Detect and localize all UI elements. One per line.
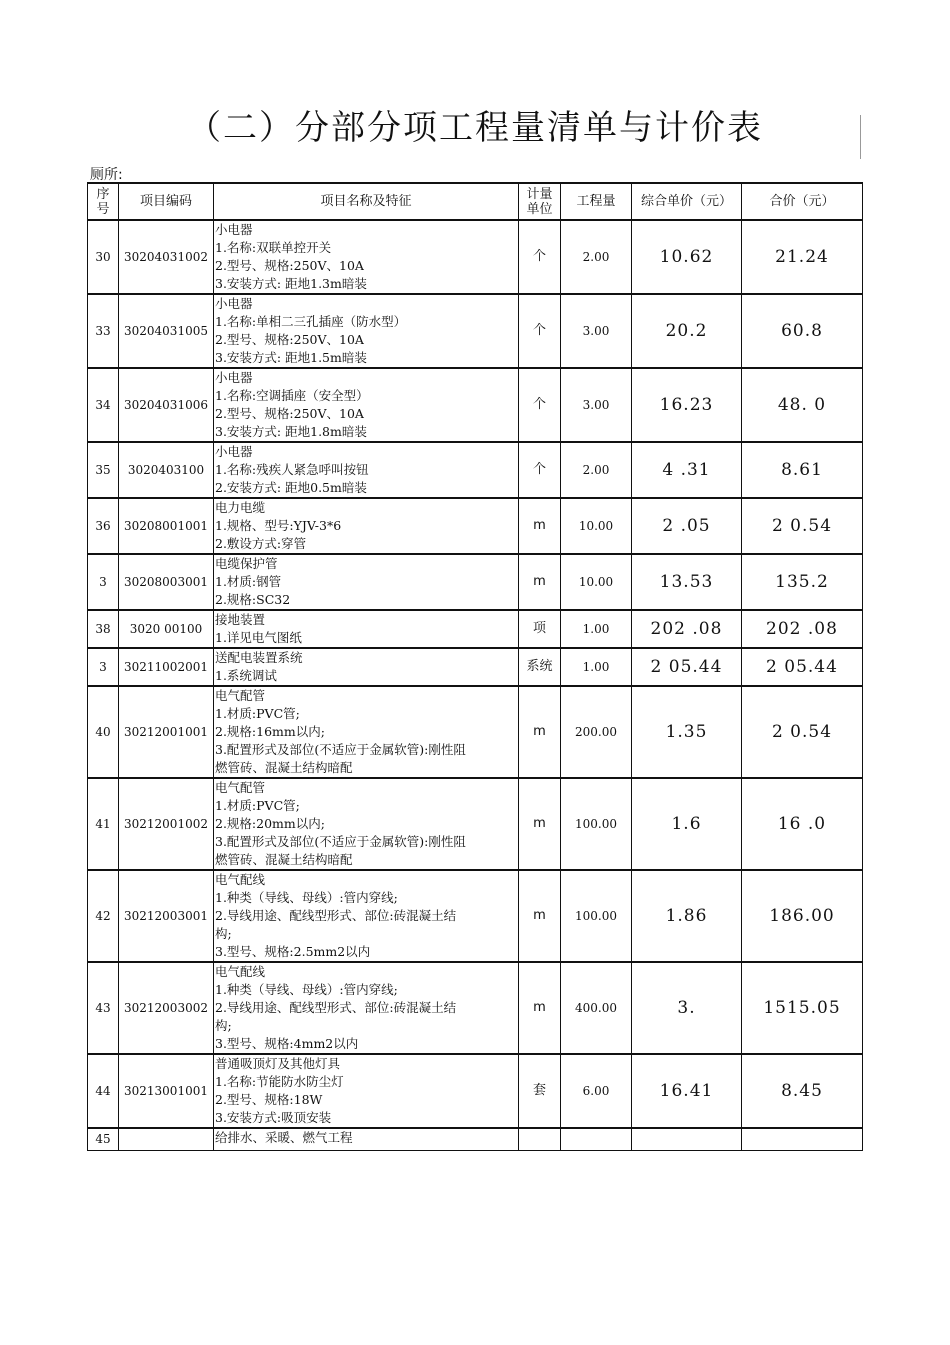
description-line: 电缆保护管 <box>215 556 278 571</box>
cell-code: 30211002001 <box>119 648 214 686</box>
cell-description <box>214 498 519 554</box>
header-seq: 序 号 <box>88 183 119 220</box>
cell-unit-price: 1.35 <box>632 686 742 778</box>
cell-unit: m <box>519 778 561 870</box>
description-line: 3.安装方式:吸顶安装 <box>215 1110 332 1125</box>
header-unit: 计量 单位 <box>519 183 561 220</box>
cell-description <box>214 554 519 610</box>
description-line: 接地装置 <box>215 612 266 627</box>
cell-code <box>119 1128 214 1150</box>
cell-description <box>214 1054 519 1128</box>
header-code: 项目编码 <box>119 183 214 220</box>
cell-unit-price <box>632 1128 742 1150</box>
cell-seq: 43 <box>88 962 119 1054</box>
cell-qty: 3.00 <box>561 294 632 368</box>
cell-qty: 2.00 <box>561 220 632 294</box>
description-line: 1.材质:PVC管; <box>215 798 300 813</box>
cell-description <box>214 442 519 498</box>
description-line: 2.型号、规格:18W <box>215 1092 323 1107</box>
description-line: 3.型号、规格:2.5mm2以内 <box>215 944 371 959</box>
cell-code: 30204031002 <box>119 220 214 294</box>
cell-unit-price: 13.53 <box>632 554 742 610</box>
cell-qty: 3.00 <box>561 368 632 442</box>
description-line: 构; <box>215 1018 232 1033</box>
description-line: 2.型号、规格:250V、10A <box>215 332 364 347</box>
cell-unit: m <box>519 498 561 554</box>
cell-code: 30204031006 <box>119 368 214 442</box>
description-line: 电气配管 <box>215 688 266 703</box>
description-line: 2.规格:SC32 <box>215 592 291 607</box>
cell-code: 30208001001 <box>119 498 214 554</box>
cell-seq: 30 <box>88 220 119 294</box>
cell-unit: 个 <box>519 220 561 294</box>
cell-total: 8.45 <box>742 1054 863 1128</box>
cell-unit: 系统 <box>519 648 561 686</box>
cell-code: 30212003001 <box>119 870 214 962</box>
cell-description <box>214 220 519 294</box>
cell-total: 202 .08 <box>742 610 863 648</box>
description-line: 小电器 <box>215 222 253 237</box>
cell-unit-price: 4 .31 <box>632 442 742 498</box>
cell-qty: 400.00 <box>561 962 632 1054</box>
table-row <box>88 1128 863 1150</box>
description-line: 给排水、采暖、燃气工程 <box>215 1130 353 1145</box>
section-label: 厕所: <box>90 167 123 183</box>
table-row <box>88 554 863 610</box>
cell-total: 16 .0 <box>742 778 863 870</box>
cell-unit: 套 <box>519 1054 561 1128</box>
cell-total: 2 05.44 <box>742 648 863 686</box>
cell-total: 2 0.54 <box>742 686 863 778</box>
cell-qty: 200.00 <box>561 686 632 778</box>
header-qty: 工程量 <box>561 183 632 220</box>
cell-seq: 35 <box>88 442 119 498</box>
cell-qty: 100.00 <box>561 778 632 870</box>
table-row <box>88 686 863 778</box>
table-row <box>88 1054 863 1128</box>
description-line: 3.安装方式: 距地1.5m暗装 <box>215 350 367 365</box>
description-line: 电气配线 <box>215 964 266 979</box>
table-row <box>88 220 863 294</box>
cell-unit-price: 202 .08 <box>632 610 742 648</box>
cell-seq: 41 <box>88 778 119 870</box>
description-line: 1.名称:双联单控开关 <box>215 240 332 255</box>
cell-unit-price: 16.41 <box>632 1054 742 1128</box>
cell-description <box>214 962 519 1054</box>
cell-description <box>214 294 519 368</box>
cell-qty: 1.00 <box>561 610 632 648</box>
description-line: 2.规格:16mm以内; <box>215 724 325 739</box>
description-line: 1.名称:残疾人紧急呼叫按钮 <box>215 462 369 477</box>
cell-unit: 个 <box>519 294 561 368</box>
cell-total <box>742 1128 863 1150</box>
cell-code: 30212003002 <box>119 962 214 1054</box>
description-line: 燃管砖、混凝土结构暗配 <box>215 760 353 775</box>
description-line: 1.材质:钢管 <box>215 574 282 589</box>
description-line: 3.安装方式: 距地1.8m暗装 <box>215 424 367 439</box>
cell-unit: m <box>519 554 561 610</box>
description-line: 2.导线用途、配线型形式、部位:砖混凝土结 <box>215 908 457 923</box>
cell-total: 186.00 <box>742 870 863 962</box>
cell-unit-price: 1.86 <box>632 870 742 962</box>
description-line: 1.名称:节能防水防尘灯 <box>215 1074 344 1089</box>
description-line: 3.配置形式及部位(不适应于金属软管):刚性阻 <box>215 834 466 849</box>
cell-description <box>214 686 519 778</box>
description-line: 送配电装置系统 <box>215 650 303 665</box>
cell-description <box>214 778 519 870</box>
cell-total: 8.61 <box>742 442 863 498</box>
description-line: 3.配置形式及部位(不适应于金属软管):刚性阻 <box>215 742 466 757</box>
cell-code: 30208003001 <box>119 554 214 610</box>
cell-seq: 44 <box>88 1054 119 1128</box>
description-line: 2.导线用途、配线型形式、部位:砖混凝土结 <box>215 1000 457 1015</box>
cell-total: 60.8 <box>742 294 863 368</box>
cell-unit: 项 <box>519 610 561 648</box>
cell-code: 30212001001 <box>119 686 214 778</box>
table-row <box>88 368 863 442</box>
table-row <box>88 294 863 368</box>
description-line: 1.名称:空调插座（安全型） <box>215 388 369 403</box>
cell-total: 2 0.54 <box>742 498 863 554</box>
header-total: 合价（元） <box>742 183 863 220</box>
description-line: 电气配管 <box>215 780 266 795</box>
cell-unit-price: 2 05.44 <box>632 648 742 686</box>
description-line: 1.详见电气图纸 <box>215 630 302 645</box>
description-line: 1.规格、型号:YJV-3*6 <box>215 518 342 533</box>
table-row <box>88 778 863 870</box>
cell-qty: 6.00 <box>561 1054 632 1128</box>
bill-table <box>87 182 863 1151</box>
cell-unit: m <box>519 962 561 1054</box>
table-row <box>88 870 863 962</box>
cell-seq: 40 <box>88 686 119 778</box>
description-line: 2.型号、规格:250V、10A <box>215 406 364 421</box>
description-line: 1.种类（导线、母线）:管内穿线; <box>215 890 398 905</box>
description-line: 1.名称:单相二三孔插座（防水型） <box>215 314 407 329</box>
description-line: 小电器 <box>215 296 253 311</box>
cell-code: 30212001002 <box>119 778 214 870</box>
cell-seq: 45 <box>88 1128 119 1150</box>
cell-code: 3020403100 <box>119 442 214 498</box>
table-row <box>88 498 863 554</box>
cell-seq: 3 <box>88 648 119 686</box>
cell-total: 135.2 <box>742 554 863 610</box>
page-title: （二）分部分项工程量清单与计价表 <box>187 108 763 148</box>
cell-total: 48. 0 <box>742 368 863 442</box>
cell-qty <box>561 1128 632 1150</box>
cell-code: 3020 00100 <box>119 610 214 648</box>
description-line: 小电器 <box>215 370 253 385</box>
cell-unit-price: 16.23 <box>632 368 742 442</box>
divider <box>860 115 861 159</box>
description-line: 2.安装方式: 距地0.5m暗装 <box>215 480 367 495</box>
cell-seq: 3 <box>88 554 119 610</box>
cell-description <box>214 1128 519 1150</box>
table-header-row <box>88 183 863 220</box>
description-line: 1.材质:PVC管; <box>215 706 300 721</box>
cell-unit: 个 <box>519 442 561 498</box>
description-line: 电力电缆 <box>215 500 266 515</box>
cell-total: 21.24 <box>742 220 863 294</box>
cell-unit-price: 20.2 <box>632 294 742 368</box>
cell-description <box>214 648 519 686</box>
cell-description <box>214 368 519 442</box>
cell-total: 1515.05 <box>742 962 863 1054</box>
description-line: 2.规格:20mm以内; <box>215 816 325 831</box>
table-row <box>88 648 863 686</box>
cell-seq: 42 <box>88 870 119 962</box>
description-line: 1.系统调试 <box>215 668 277 683</box>
description-line: 1.种类（导线、母线）:管内穿线; <box>215 982 398 997</box>
description-line: 2.型号、规格:250V、10A <box>215 258 364 273</box>
cell-unit-price: 10.62 <box>632 220 742 294</box>
cell-seq: 33 <box>88 294 119 368</box>
cell-code: 30204031005 <box>119 294 214 368</box>
cell-qty: 2.00 <box>561 442 632 498</box>
cell-seq: 36 <box>88 498 119 554</box>
cell-seq: 34 <box>88 368 119 442</box>
cell-unit-price: 2 .05 <box>632 498 742 554</box>
description-line: 2.敷设方式:穿管 <box>215 536 307 551</box>
cell-unit: m <box>519 686 561 778</box>
cell-description <box>214 610 519 648</box>
cell-unit <box>519 1128 561 1150</box>
header-unit-price: 综合单价（元） <box>632 183 742 220</box>
table-row <box>88 442 863 498</box>
cell-seq: 38 <box>88 610 119 648</box>
table-row <box>88 610 863 648</box>
cell-qty: 100.00 <box>561 870 632 962</box>
cell-qty: 1.00 <box>561 648 632 686</box>
description-line: 普通吸顶灯及其他灯具 <box>215 1056 341 1071</box>
description-line: 电气配线 <box>215 872 266 887</box>
description-line: 小电器 <box>215 444 253 459</box>
cell-description <box>214 870 519 962</box>
description-line: 构; <box>215 926 232 941</box>
description-line: 3.型号、规格:4mm2以内 <box>215 1036 359 1051</box>
cell-code: 30213001001 <box>119 1054 214 1128</box>
cell-qty: 10.00 <box>561 498 632 554</box>
cell-unit-price: 3. <box>632 962 742 1054</box>
cell-unit: m <box>519 870 561 962</box>
header-name: 项目名称及特征 <box>214 183 519 220</box>
cell-qty: 10.00 <box>561 554 632 610</box>
description-line: 燃管砖、混凝土结构暗配 <box>215 852 353 867</box>
description-line: 3.安装方式: 距地1.3m暗装 <box>215 276 367 291</box>
cell-unit-price: 1.6 <box>632 778 742 870</box>
table-row <box>88 962 863 1054</box>
cell-unit: 个 <box>519 368 561 442</box>
